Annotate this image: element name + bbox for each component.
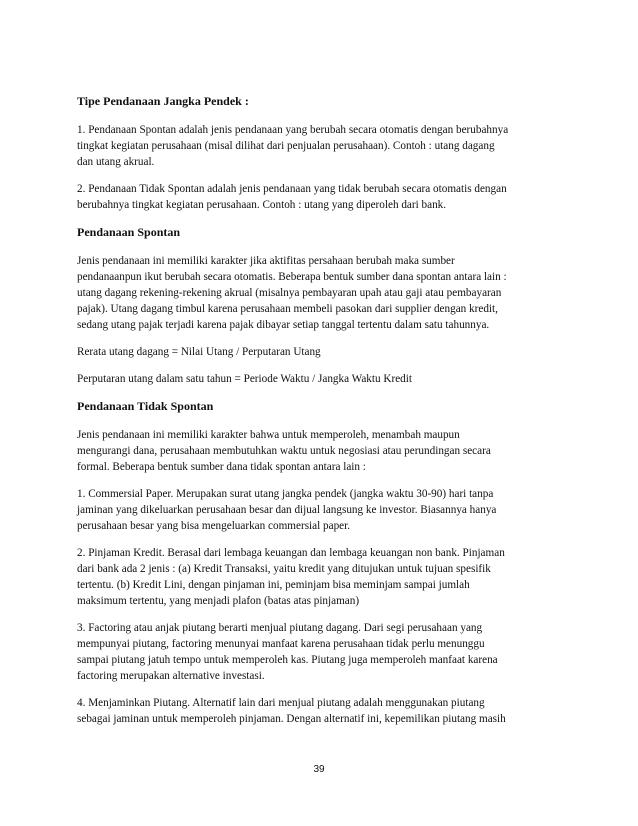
- paragraph: [77, 371, 571, 387]
- text-line: tingkat kegiatan perusahaan (misal dilihat dari penjualan perusahaan). Contoh : utang dagang: [77, 140, 495, 152]
- text-line: pendanaanpun ikut berubah secara otomatis. Beberapa bentuk sumber dana spontan antara lain :: [77, 271, 507, 283]
- text-line: mengurangi dana, perusahaan membutuhkan waktu untuk negosiasi atau perundingan secara: [77, 445, 491, 457]
- text-line: 2. Pendanaan Tidak Spontan adalah jenis pendanaan yang tidak berubah secara otomatis dengan: [77, 183, 507, 195]
- text-line: dari bank ada 2 jenis : (a) Kredit Transaksi, yaitu kredit yang ditujukan untuk tujuan spesifik: [77, 563, 491, 575]
- paragraph: [77, 253, 571, 333]
- text-line: 1. Pendanaan Spontan adalah jenis pendanaan yang berubah secara otomatis dengan berubahnya: [77, 124, 509, 136]
- paragraph: [77, 486, 571, 534]
- text-line: factoring merupakan alternative investasi.: [77, 670, 265, 682]
- page-number: 39: [313, 764, 325, 775]
- text-line: utang dagang rekening-rekening akrual (misalnya pembayaran upah atau gaji atau pembayaran: [77, 287, 502, 299]
- paragraph: [77, 620, 571, 684]
- text-line: tertentu. (b) Kredit Lini, dengan pinjaman ini, peminjam bisa meminjam sampai jumlah: [77, 579, 470, 591]
- text-line: 3. Factoring atau anjak piutang berarti menjual piutang dagang. Dari segi perusahaan yang: [77, 622, 483, 634]
- paragraph: [77, 122, 571, 170]
- text-line: mempunyai piutang, factoring menunyai manfaat karena perusahaan tidak perlu menunggu: [77, 638, 485, 650]
- paragraph: [77, 181, 571, 213]
- page-content: [77, 93, 571, 738]
- section-heading: [77, 398, 571, 414]
- text-line: 2. Pinjaman Kredit. Berasal dari lembaga keuangan dan lembaga keuangan non bank. Pinjaman: [77, 547, 505, 559]
- text-line: Pendanaan Tidak Spontan: [77, 399, 214, 413]
- section-heading: [77, 93, 571, 109]
- text-line: sampai piutang jatuh tempo untuk memperoleh kas. Piutang juga memperoleh manfaat karena: [77, 654, 498, 666]
- paragraph: [77, 427, 571, 475]
- text-line: berubahnya tingkat kegiatan perusahaan. Contoh : utang yang diperoleh dari bank.: [77, 199, 447, 211]
- text-line: formal. Beberapa bentuk sumber dana tidak spontan antara lain :: [77, 461, 366, 473]
- text-line: Jenis pendanaan ini memiliki karakter jika aktifitas persahaan berubah maka sumber: [77, 255, 455, 267]
- text-line: Rerata utang dagang = Nilai Utang / Perputaran Utang: [77, 346, 321, 358]
- text-line: 1. Commersial Paper. Merupakan surat utang jangka pendek (jangka waktu 30-90) hari tanpa: [77, 488, 494, 500]
- text-line: Pendanaan Spontan: [77, 225, 181, 239]
- text-line: Perputaran utang dalam satu tahun = Periode Waktu / Jangka Waktu Kredit: [77, 373, 412, 385]
- paragraph: [77, 545, 571, 609]
- paragraph: [77, 695, 571, 727]
- paragraph: [77, 344, 571, 360]
- text-line: sedang utang pajak terjadi karena pajak dibayar setiap tanggal tertentu dalam satu tahunnya.: [77, 319, 490, 331]
- text-line: Tipe Pendanaan Jangka Pendek :: [77, 94, 249, 108]
- section-heading: [77, 224, 571, 240]
- text-line: 4. Menjaminkan Piutang. Alternatif lain dari menjual piutang adalah menggunakan piutang: [77, 697, 485, 709]
- text-line: dan utang akrual.: [77, 156, 155, 168]
- text-line: pajak). Utang dagang timbul karena perusahaan membeli pasokan dari supplier dengan kredit,: [77, 303, 498, 315]
- text-line: jaminan yang dikeluarkan perusahaan besar dan dijual langsung ke investor. Biasannya hanya: [77, 504, 497, 516]
- text-line: sebagai jaminan untuk memperoleh pinjaman. Dengan alternatif ini, kepemilikan piutang masih: [77, 713, 506, 725]
- text-line: Jenis pendanaan ini memiliki karakter bahwa untuk memperoleh, menambah maupun: [77, 429, 460, 441]
- text-line: perusahaan besar yang bisa mengeluarkan commersial paper.: [77, 520, 351, 532]
- text-line: maksimum tertentu, yang menjadi plafon (batas atas pinjaman): [77, 595, 360, 607]
